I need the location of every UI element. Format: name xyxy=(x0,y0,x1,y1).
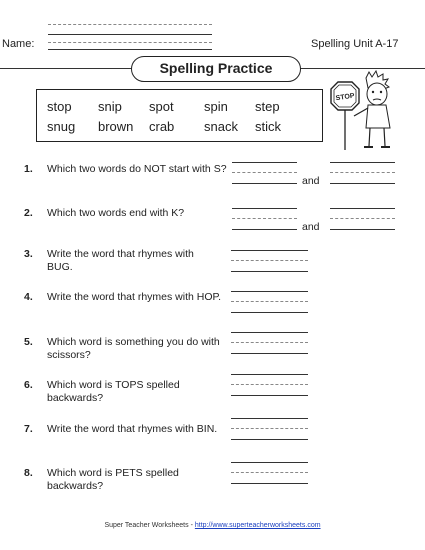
title-rule-left xyxy=(0,68,132,69)
answer-line[interactable] xyxy=(231,395,308,396)
answer-guide xyxy=(231,462,308,463)
word-bank-item: snack xyxy=(204,119,238,134)
name-input-line[interactable] xyxy=(48,49,212,50)
name-guide-dashed xyxy=(48,24,212,25)
word-bank-item: stick xyxy=(255,119,281,134)
answer-dashed xyxy=(330,172,395,173)
question-text: Write the word that rhymes with HOP. xyxy=(47,291,222,303)
question-number: 5. xyxy=(24,336,33,348)
word-bank-item: spot xyxy=(149,99,174,114)
question-number: 4. xyxy=(24,291,33,303)
answer-dashed xyxy=(231,472,308,473)
footer-link[interactable]: http://www.superteacherworksheets.com xyxy=(194,522,321,529)
question-number: 7. xyxy=(24,423,33,435)
answer-dashed xyxy=(231,260,308,261)
answer-line[interactable] xyxy=(231,439,308,440)
footer-separator: - xyxy=(190,522,193,529)
word-bank xyxy=(36,89,323,142)
unit-label: Spelling Unit A-17 xyxy=(311,38,399,50)
answer-guide xyxy=(231,250,308,251)
boy-with-stop-sign-illustration xyxy=(328,70,403,152)
footer xyxy=(0,522,425,529)
answer-dashed xyxy=(231,342,308,343)
word-bank-item: stop xyxy=(47,99,72,114)
answer-line[interactable] xyxy=(232,183,297,184)
word-bank-item: spin xyxy=(204,99,228,114)
answer-line[interactable] xyxy=(330,229,395,230)
question-number: 8. xyxy=(24,467,33,479)
answer-dashed xyxy=(232,172,297,173)
stop-sign-text: STOP xyxy=(335,92,356,103)
answer-guide xyxy=(330,208,395,209)
word-bank-item: crab xyxy=(149,119,175,134)
name-dashed-line xyxy=(48,42,212,43)
question-text: Which word is something you do with scissors? xyxy=(47,336,220,361)
question-number: 2. xyxy=(24,207,33,219)
question-number: 3. xyxy=(24,248,33,260)
answer-guide xyxy=(232,162,297,163)
question-number: 1. xyxy=(24,163,33,175)
question-text: Which word is TOPS spelled backwards? xyxy=(47,379,180,404)
answer-line[interactable] xyxy=(231,483,308,484)
and-label: and xyxy=(302,175,320,187)
word-bank-item: brown xyxy=(98,119,134,134)
question-text: Which word is PETS spelled backwards? xyxy=(47,467,179,492)
answer-dashed xyxy=(231,301,308,302)
question-text: Write the word that rhymes with BUG. xyxy=(47,248,194,273)
word-bank-item: step xyxy=(255,99,280,114)
answer-guide xyxy=(231,291,308,292)
question-text: Write the word that rhymes with BIN. xyxy=(47,423,218,435)
page-title: Spelling Practice xyxy=(131,56,301,82)
word-bank-item: snug xyxy=(47,119,76,134)
answer-guide xyxy=(231,374,308,375)
answer-line[interactable] xyxy=(231,353,308,354)
answer-guide xyxy=(231,418,308,419)
answer-dashed xyxy=(232,218,297,219)
answer-guide xyxy=(330,162,395,163)
answer-line[interactable] xyxy=(330,183,395,184)
word-bank-item: snip xyxy=(98,99,122,114)
answer-guide xyxy=(231,332,308,333)
answer-line[interactable] xyxy=(231,271,308,272)
answer-dashed xyxy=(330,218,395,219)
and-label: and xyxy=(302,221,320,233)
footer-site: Super Teacher Worksheets xyxy=(104,522,189,529)
question-text: Which two words end with K? xyxy=(47,207,185,219)
answer-guide xyxy=(232,208,297,209)
answer-line[interactable] xyxy=(231,312,308,313)
title-rule-right xyxy=(300,68,425,69)
question-text: Which two words do NOT start with S? xyxy=(47,163,227,175)
name-label: Name: xyxy=(2,38,35,50)
name-guide-top xyxy=(48,34,212,35)
question-number: 6. xyxy=(24,379,33,391)
answer-line[interactable] xyxy=(232,229,297,230)
answer-dashed xyxy=(231,428,308,429)
answer-dashed xyxy=(231,384,308,385)
